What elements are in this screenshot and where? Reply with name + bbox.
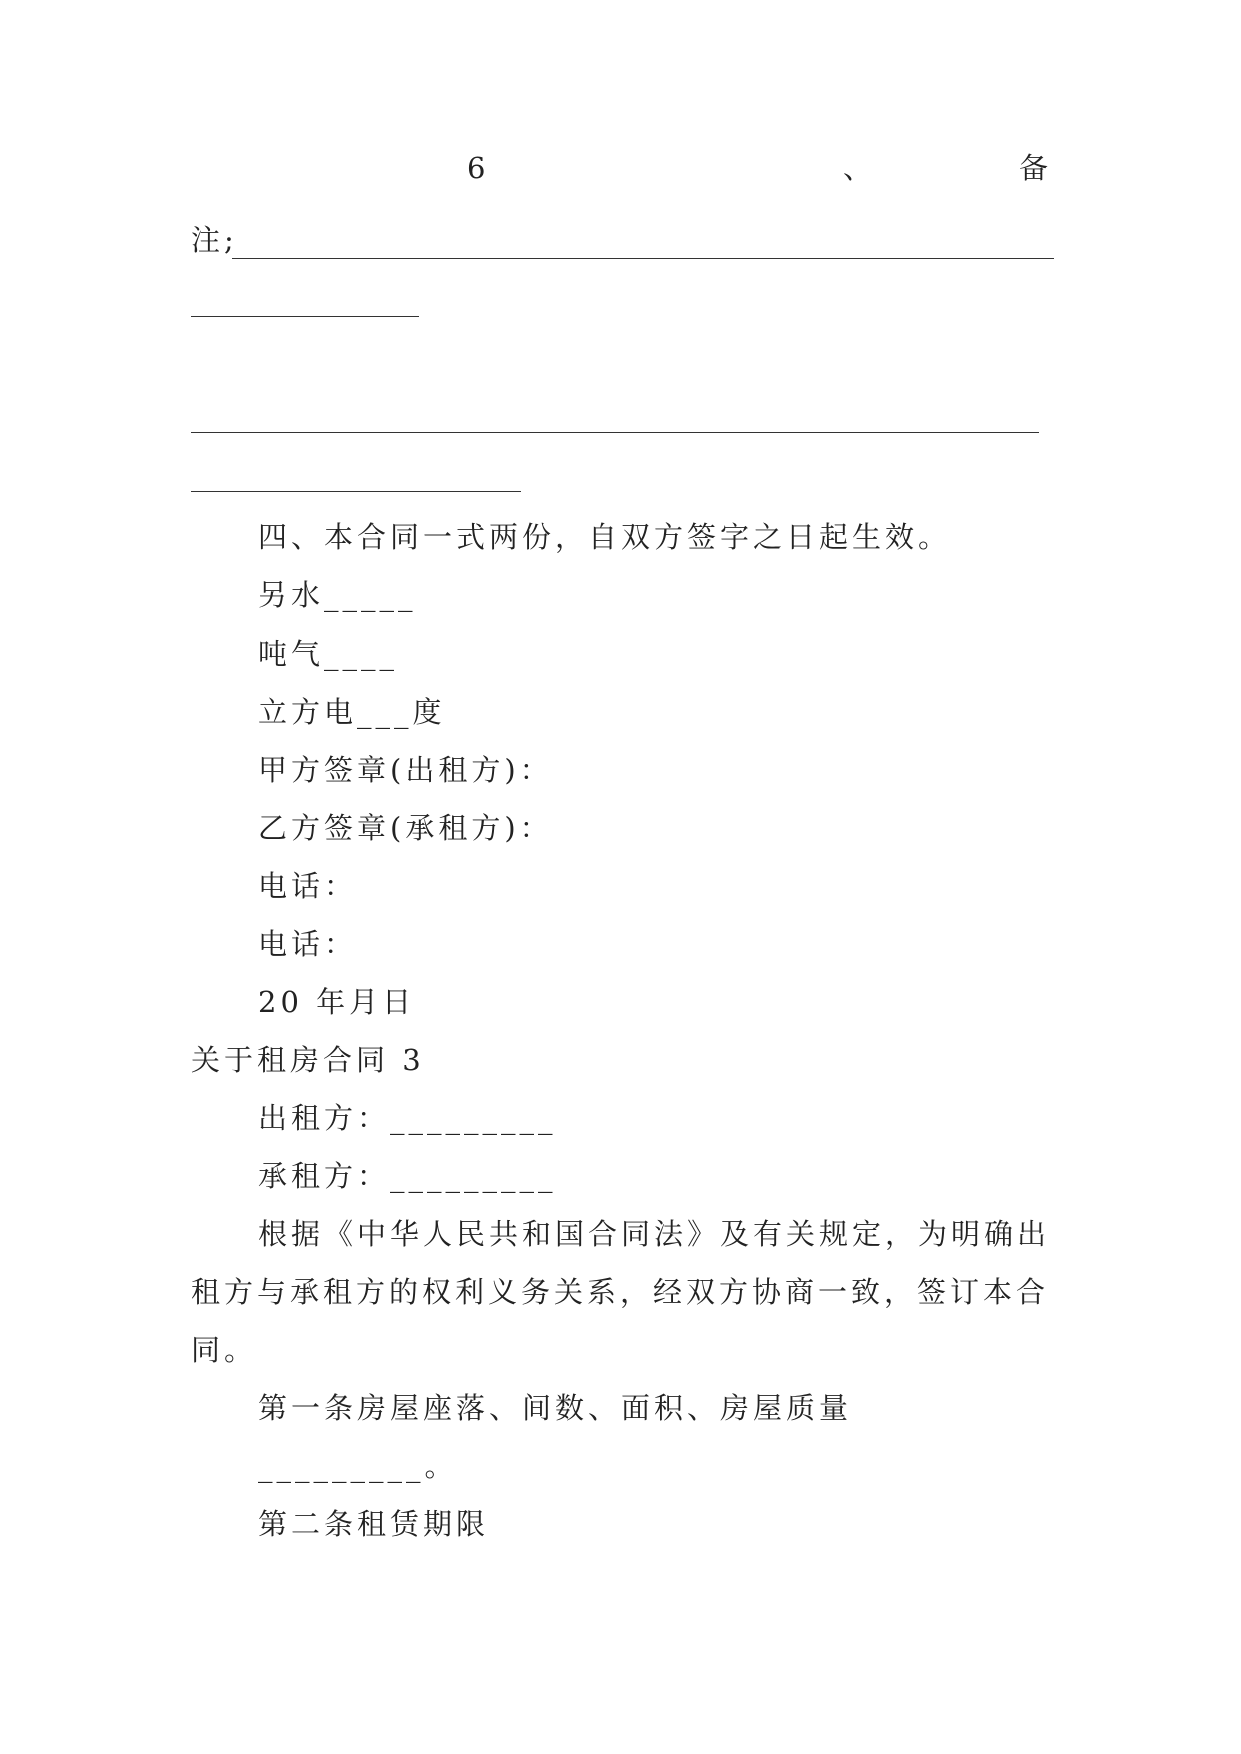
remarks-blank-line-2 — [191, 316, 419, 317]
party-b-signature: 乙方签章(承租方)： — [258, 811, 553, 845]
preamble-line-3: 同。 — [191, 1333, 258, 1367]
remarks-blank-line-1 — [232, 258, 1054, 259]
article-one-blank: _________。 — [258, 1449, 458, 1483]
item-6-number: 6 — [467, 151, 486, 185]
remarks-blank-line-4 — [191, 491, 521, 492]
preamble-line-2: 租方与承租方的权利义务关系，经双方协商一致，签订本合 — [191, 1275, 1050, 1309]
section-title: 关于租房合同 3 — [191, 1043, 425, 1077]
remarks-label: 注; — [191, 223, 238, 257]
lessor-line: 出租方：_________ — [258, 1101, 557, 1135]
remarks-blank-line-3 — [191, 432, 1039, 433]
meter-power: 立方电___度 — [258, 695, 446, 729]
lessee-line: 承租方：_________ — [258, 1159, 557, 1193]
clause-four: 四、本合同一式两份，自双方签字之日起生效。 — [258, 520, 952, 554]
article-two-title: 第二条租赁期限 — [258, 1507, 490, 1541]
meter-water: 另水_____ — [258, 578, 417, 612]
party-a-signature: 甲方签章(出租方)： — [258, 753, 553, 787]
article-one-title: 第一条房屋座落、间数、面积、房屋质量 — [258, 1391, 853, 1425]
item-6-separator: 、 — [843, 151, 873, 185]
date-line: 20 年月日 — [258, 985, 416, 1019]
preamble-line-1: 根据《中华人民共和国合同法》及有关规定，为明确出 — [258, 1217, 1051, 1251]
meter-gas: 吨气____ — [258, 637, 399, 671]
phone-line-2: 电话： — [258, 927, 358, 961]
phone-line-1: 电话： — [258, 869, 358, 903]
item-6-label-start: 备 — [1019, 151, 1049, 185]
